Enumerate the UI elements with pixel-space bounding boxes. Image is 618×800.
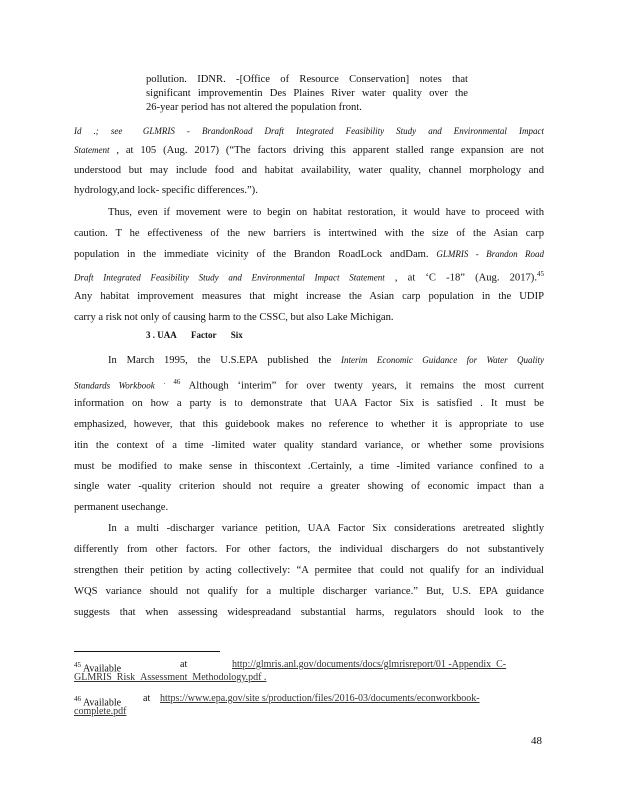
citation-source-2: Statement (74, 145, 110, 155)
paragraph-line: Any habitat improvement measures that might increase the Asian carp population in the UDIP (74, 291, 544, 302)
paragraph-line: WQS variance should not qualify for a multiple discharger variance.” But, U.S. EPA guidance (74, 586, 544, 597)
footnote-at: at (180, 659, 188, 670)
footnote-at: at (143, 693, 151, 704)
paragraph-line: single water -quality criterion should not require a greater showing of economic impact than a (74, 481, 544, 492)
paragraph-line (74, 248, 544, 261)
body-line: understood but may include food and habitat availability, water quality, channel morphology and (74, 165, 544, 176)
footnote-number: 45 (74, 661, 81, 669)
citation-rest: , at 105 (Aug. 2017) (“The factors driving this apparent stalled range expansion are not (116, 145, 544, 156)
quote-line: pollution. IDNR. -[Office of Resource Conservation] notes that (146, 74, 468, 85)
paragraph-line: carry a risk not only of causing harm to the CSSC, but also Lake Michigan. (74, 312, 394, 323)
paragraph-line (108, 354, 544, 367)
paragraph-line: itin the context of a time -limited water quality standard variance, or whether some provisions (74, 440, 544, 451)
paragraph-line: Thus, even if movement were to begin on habitat restoration, it would have to proceed with (108, 207, 544, 218)
footnote-number: 46 (74, 695, 81, 703)
paragraph-line: caution. T he effectiveness of the new barriers is intertwined with the size of the Asian carp (74, 228, 544, 239)
footnote-ref[interactable]: 45 (537, 270, 544, 278)
citation-rest: , at ‘C -18” (Aug. 2017). (394, 272, 537, 284)
guidance-title: Standards Workbook (74, 380, 155, 391)
quote-line: 26-year period has not altered the population front. (146, 102, 362, 113)
heading-factor: Factor (191, 330, 217, 340)
page-number: 48 (531, 735, 542, 747)
footnote-link[interactable]: complete.pdf (74, 706, 127, 717)
paragraph-line: permanent usechange. (74, 502, 169, 513)
citation-line (74, 144, 544, 157)
citation-prefix: Id .; see (74, 126, 123, 136)
heading-number: 3 . UAA (146, 330, 177, 340)
heading-six: Six (230, 330, 243, 340)
paragraph-text: In March 1995, the U.S.EPA published the (108, 355, 332, 366)
paragraph-text: population in the immediate vicinity of the Brandon RoadLock andDam. (74, 249, 429, 260)
citation-source: GLMRIS - Brandon Road (436, 249, 545, 259)
paragraph-line: must be modified to make sense in thiscontext .Certainly, a time -limited variance confined to a (74, 461, 544, 472)
footnote-link[interactable]: http://glmris.anl.gov/documents/docs/glmrisreport/01 -Appendix_C- (232, 659, 507, 670)
paragraph-line: emphasized, however, that this guidebook makes no reference to whether it is appropriate to use (74, 419, 544, 430)
citation-source: Draft Integrated Feasibility Study and Environmental Impact Statement (74, 272, 385, 283)
paragraph-text: Although ‘interim” for over twenty years, it remains the most current (188, 380, 545, 392)
paragraph-line: differently from other factors. For other factors, the individual dischargers do not substantively (74, 544, 544, 555)
footnote-ref[interactable]: . 46 (163, 378, 181, 386)
paragraph-line (74, 268, 544, 285)
citation-line (74, 125, 544, 138)
citation-source: GLMRIS - BrandonRoad Draft Integrated Feasibility Study and Environmental Impact (142, 126, 544, 136)
guidance-title: Interim Economic Guidance for Water Quality (341, 355, 544, 365)
footnote-label: Available (82, 697, 122, 709)
body-line: hydrology,and lock- specific differences.”). (74, 185, 258, 196)
paragraph-line: strengthen their petition by acting collectively: “A permitee that could not qualify for an individual (74, 565, 544, 576)
footnote-link[interactable]: GLMRIS_Risk_Assessment_Methodology.pdf . (74, 672, 267, 683)
footnote-link[interactable]: https://www.epa.gov/site s/production/files/2016-03/documents/econworkbook- (160, 693, 480, 704)
paragraph-line (74, 376, 544, 393)
quote-line: significant improvementin Des Plaines River water quality over the (146, 88, 468, 99)
footnote-divider (74, 651, 220, 652)
footnote-label: Available (82, 663, 122, 675)
paragraph-line: suggests that when assessing widespreadand substantial harms, regulators should look to the (74, 607, 544, 618)
section-heading (146, 330, 255, 340)
paragraph-line: information on how a party is to demonstrate that UAA Factor Six is satisfied . It must be (74, 398, 544, 409)
paragraph-line: In a multi -discharger variance petition, UAA Factor Six considerations aretreated slightly (108, 523, 544, 534)
